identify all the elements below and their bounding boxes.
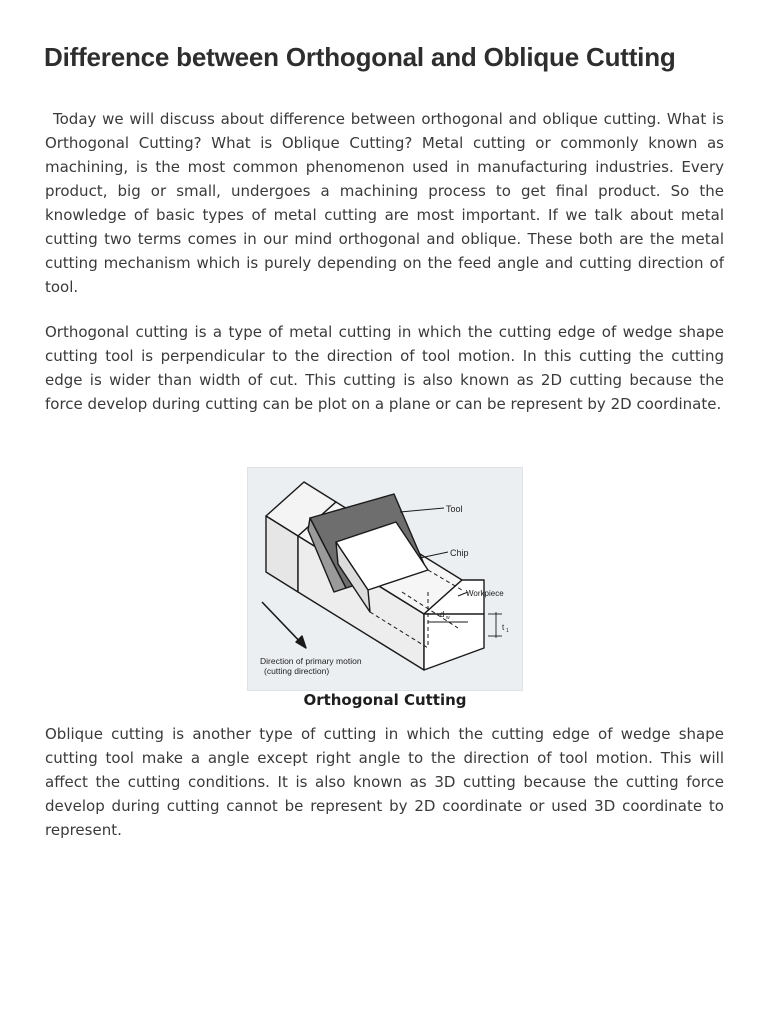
width-symbol-label: d [440,610,445,619]
tool-label: Tool [446,504,463,514]
chip-label: Chip [450,548,469,558]
figure-caption: Orthogonal Cutting [303,691,467,709]
workpiece-label: Workpiece [466,589,504,598]
orthogonal-paragraph: Orthogonal cutting is a type of metal cutting in which the cutting edge of wedge shape cutting tool is perpendicular to the direction of tool motion. In this cutting the cutting edge is wider than width of cut. This cutting is also known as 2D cutting because the force develop during cutting can be plot on a plane or can be represent by 2D coordinate. [45,323,724,413]
width-subscript-label: w [446,615,450,621]
depth-symbol-label: t [502,623,505,632]
page-title: Difference between Orthogonal and Oblique Cutting [44,42,676,72]
intro-paragraph: Today we will discuss about difference between orthogonal and oblique cutting. What is Orthogonal Cutting? What is Oblique Cutting? Metal cutting or commonly known as machining, is the most common phenomenon used in manufacturing industries. Every product, big or small, undergoes a machining process to get final product. So the knowledge of basic types of metal cutting are most important. If we talk about metal cutting two terms comes in our mind orthogonal and oblique. These both are the metal cutting mechanism which is purely depending on the feed angle and cutting direction of tool. [45,110,724,296]
depth-subscript-label: 1 [506,628,509,634]
direction-label-line2: (cutting direction) [264,666,330,676]
orthogonal-cutting-diagram [247,467,523,691]
diagram-drawing [252,472,520,688]
direction-label-line1: Direction of primary motion [260,656,362,666]
oblique-paragraph: Oblique cutting is another type of cutting in which the cutting edge of wedge shape cutting tool make a angle except right angle to the direction of tool motion. This will affect the cutting conditions. It is also known as 3D cutting because the cutting force develop during cutting cannot be represent by 2D coordinate or used 3D coordinate to represent. [45,725,724,839]
